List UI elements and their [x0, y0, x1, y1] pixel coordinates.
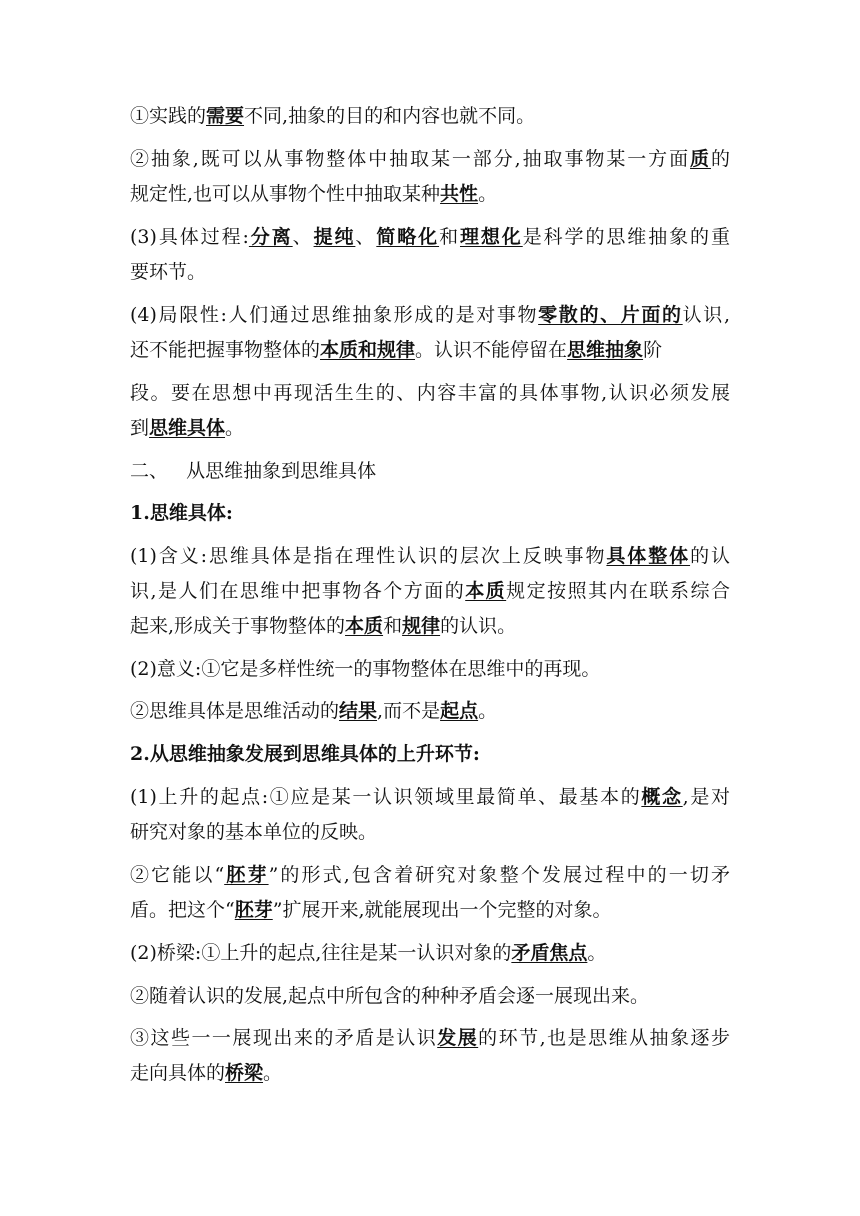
text-segment: 识,是人们在思维中把事物各个方面的 [130, 580, 466, 602]
text-segment: (3)具体过程: [130, 226, 249, 248]
text-segment: 的 [710, 148, 730, 170]
text-line [130, 741, 730, 767]
text-segment: 的认 [690, 545, 730, 567]
text-segment: (1)含义:思维具体是指在理性认识的层次上反映事物 [130, 545, 607, 567]
text-segment: ②思维具体是思维活动的 [130, 700, 340, 722]
text-segment: 研究对象的基本单位的反映。 [130, 821, 378, 843]
text-line [130, 862, 730, 888]
text-segment: 认识, [682, 304, 730, 326]
text-line [130, 613, 730, 639]
text-line [130, 380, 730, 406]
text-segment: 起来,形成关于事物整体的 [130, 615, 346, 637]
text-line [130, 337, 730, 363]
text-line [130, 784, 730, 810]
key-term: 本质 [465, 580, 507, 602]
text-segment: ①实践的 [130, 105, 207, 127]
text-line [130, 656, 730, 682]
key-term: 具体整体 [606, 545, 691, 567]
text-line [130, 415, 730, 441]
key-term: 胚芽 [224, 864, 269, 886]
section-heading: 2.从思维抽象发展到思维具体的上升环节: [130, 743, 480, 765]
text-segment: 二、 从思维抽象到思维具体 [130, 460, 377, 482]
text-segment: 规定按照其内在联系综合 [506, 580, 730, 602]
text-segment: 盾。把这个“ [130, 899, 235, 921]
text-segment: 、 [355, 226, 377, 248]
text-segment: 。 [225, 417, 245, 439]
text-line [130, 259, 730, 285]
text-line [130, 543, 730, 569]
text-segment: 。 [478, 183, 498, 205]
text-segment: 。 [587, 942, 607, 964]
text-segment: 是科学的思维抽象的重 [522, 226, 730, 248]
text-segment: 。认识不能停留在 [415, 339, 568, 361]
key-term: 需要 [206, 105, 245, 127]
text-segment: (2)桥梁:①上升的起点,往往是某一认识对象的 [130, 942, 512, 964]
text-segment: ,而不是 [377, 700, 441, 722]
text-segment: ②随着认识的发展,起点中所包含的种种矛盾会逐一展现出来。 [130, 985, 650, 1007]
text-line [130, 302, 730, 328]
key-term: 提纯 [313, 226, 356, 248]
text-line [130, 578, 730, 604]
text-segment: (2)意义:①它是多样性统一的事物整体在思维中的再现。 [130, 658, 601, 680]
text-line [130, 940, 730, 966]
text-segment: 和 [383, 615, 403, 637]
key-term: 本质 [345, 615, 384, 637]
key-term: 思维具体 [149, 417, 226, 439]
text-line [130, 224, 730, 250]
text-line [130, 819, 730, 845]
text-line [130, 897, 730, 923]
key-term: 质 [690, 148, 711, 170]
text-segment: ”扩展开来,就能展现出一个完整的对象。 [272, 899, 612, 921]
text-segment: 和 [439, 226, 460, 248]
key-term: 概念 [641, 786, 683, 808]
key-term: 桥梁 [225, 1062, 264, 1084]
text-segment: ”的形式,包含着研究对象整个发展过程中的一切矛 [268, 864, 730, 886]
section-heading: 1.思维具体: [130, 502, 233, 524]
text-segment: 段。要在思想中再现活生生的、内容丰富的具体事物,认识必须发展 [130, 382, 730, 404]
text-segment: 阶 [643, 339, 663, 361]
key-term: 理想化 [459, 226, 523, 248]
key-term: 起点 [440, 700, 479, 722]
key-term: 思维抽象 [567, 339, 644, 361]
text-segment: 到 [130, 417, 150, 439]
key-term: 胚芽 [234, 899, 273, 921]
key-term: 发展 [437, 1027, 479, 1049]
key-term: 矛盾焦点 [511, 942, 588, 964]
text-segment: 、 [292, 226, 314, 248]
text-segment: 要环节。 [130, 261, 207, 283]
text-line [130, 103, 730, 129]
text-segment: 。 [478, 700, 498, 722]
text-segment: ②抽象,既可以从事物整体中抽取某一部分,抽取事物某一方面 [130, 148, 691, 170]
key-term: 本质和规律 [320, 339, 416, 361]
text-line [130, 983, 730, 1009]
text-line [130, 458, 730, 484]
text-line [130, 181, 730, 207]
text-segment: 的认识。 [440, 615, 517, 637]
text-segment: 的环节,也是思维从抽象逐步 [478, 1027, 730, 1049]
key-term: 共性 [440, 183, 479, 205]
text-line [130, 698, 730, 724]
text-line [130, 146, 730, 172]
text-line [130, 1060, 730, 1086]
text-segment: 不同,抽象的目的和内容也就不同。 [244, 105, 536, 127]
text-segment: ③这些一一展现出来的矛盾是认识 [130, 1027, 438, 1049]
key-term: 分离 [248, 226, 293, 248]
key-term: 规律 [402, 615, 441, 637]
key-term: 零散的、片面的 [538, 304, 683, 326]
text-segment: 。 [263, 1062, 283, 1084]
text-segment: 规定性,也可以从事物个性中抽取某种 [130, 183, 441, 205]
text-segment: ,是对 [682, 786, 730, 808]
key-term: 结果 [339, 700, 378, 722]
text-segment: 还不能把握事物整体的 [130, 339, 321, 361]
text-segment: ②它能以“ [130, 864, 225, 886]
text-line [130, 500, 730, 526]
text-segment: 走向具体的 [130, 1062, 226, 1084]
text-segment: (1)上升的起点:①应是某一认识领域里最简单、最基本的 [130, 786, 642, 808]
text-segment: (4)局限性:人们通过思维抽象形成的是对事物 [130, 304, 539, 326]
key-term: 简略化 [376, 226, 440, 248]
text-line [130, 1025, 730, 1051]
